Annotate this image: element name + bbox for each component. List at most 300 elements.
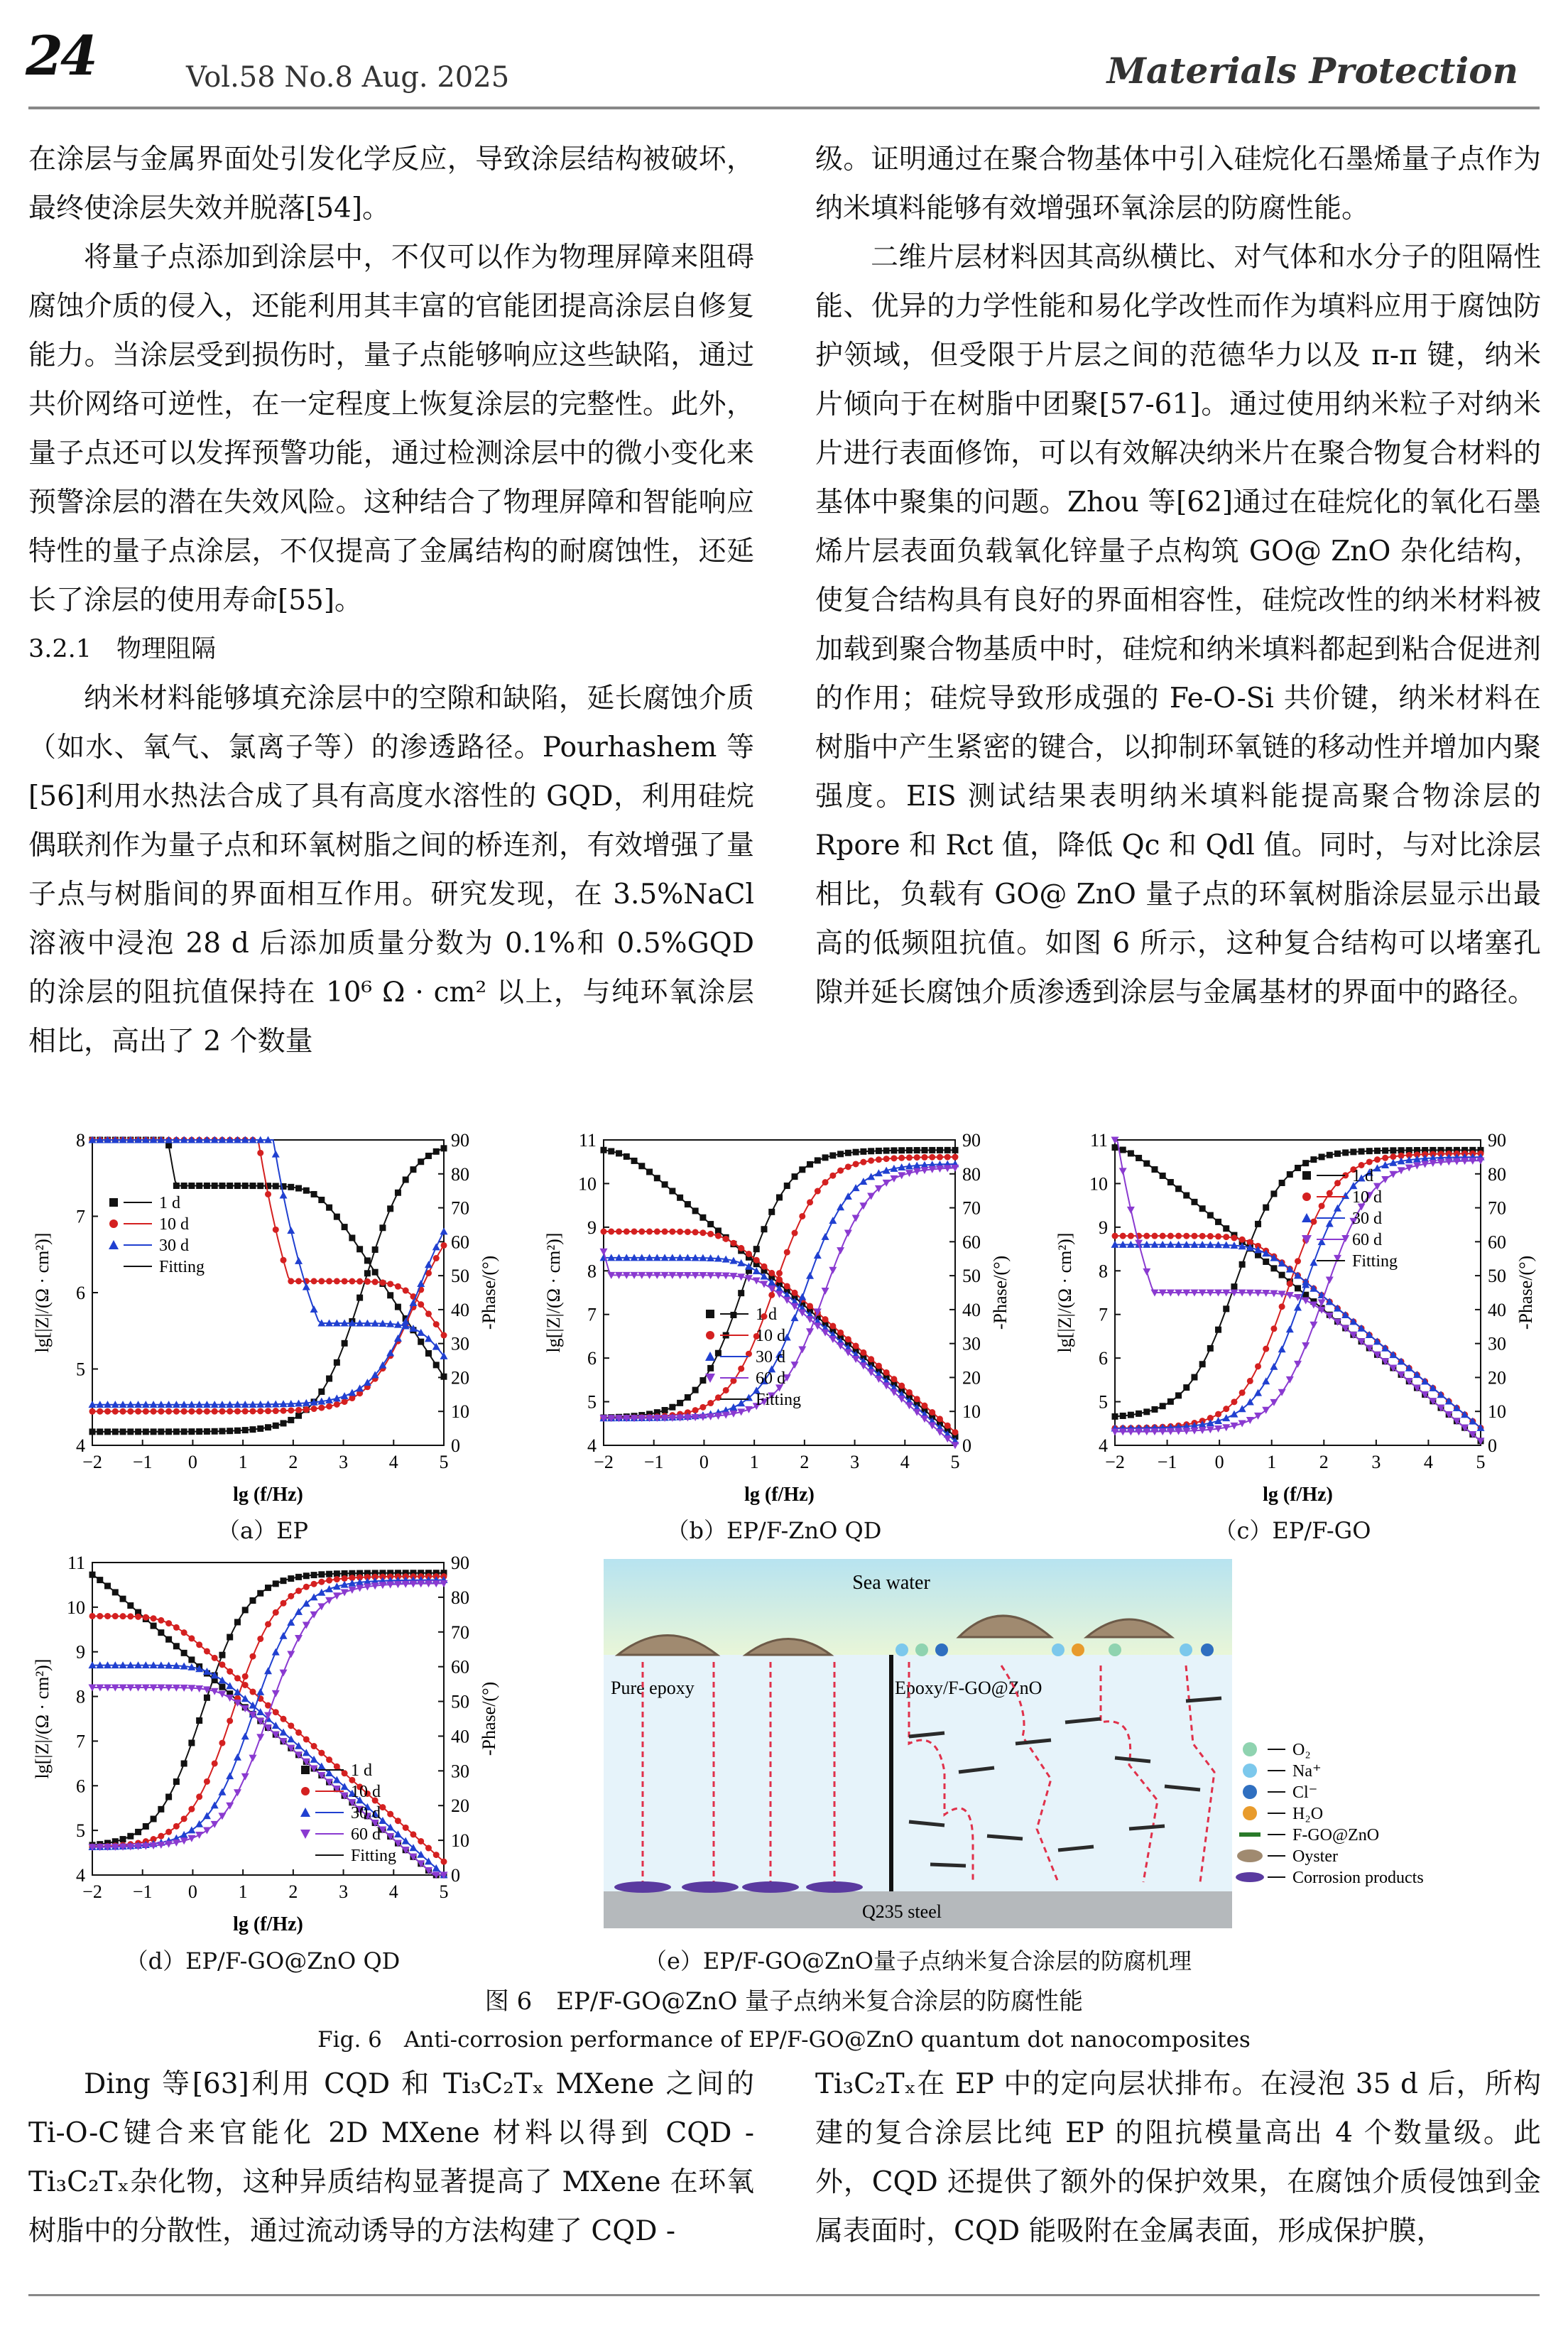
- legend-swatch-na: [1243, 1764, 1257, 1778]
- data-point-phase: [180, 1831, 188, 1838]
- y2-tick-label: 90: [451, 1553, 469, 1573]
- data-point-phase: [807, 1199, 813, 1205]
- data-point-phase: [737, 1399, 745, 1406]
- data-point-phase: [234, 1408, 241, 1415]
- data-point-modulus: [387, 1281, 393, 1287]
- x-tick-label: 1: [749, 1452, 759, 1472]
- data-point-phase: [815, 1188, 821, 1195]
- data-point-phase: [334, 1359, 340, 1366]
- data-point-modulus: [1151, 1233, 1158, 1239]
- data-point-modulus: [318, 1197, 325, 1203]
- data-point-phase: [112, 1428, 119, 1435]
- data-point-phase: [1239, 1261, 1246, 1268]
- data-point-modulus: [318, 1278, 325, 1284]
- data-point-phase: [776, 1270, 783, 1276]
- data-point-modulus: [1183, 1233, 1189, 1239]
- y-tick-label: 8: [1099, 1261, 1108, 1282]
- data-point-modulus: [746, 1251, 752, 1257]
- data-point-modulus: [418, 1301, 424, 1308]
- data-point-modulus: [249, 1689, 256, 1695]
- data-point-phase: [264, 1667, 272, 1674]
- data-point-modulus: [311, 1278, 317, 1284]
- data-point-modulus: [127, 1613, 134, 1619]
- data-point-phase: [1327, 1190, 1333, 1196]
- data-point-phase: [265, 1424, 271, 1430]
- legend-label: 10 d: [756, 1327, 785, 1345]
- data-point-phase: [837, 1168, 844, 1174]
- sea-water-label: Sea water: [852, 1572, 930, 1594]
- x-tick-label: 1: [238, 1881, 248, 1902]
- y-tick-label: 5: [587, 1391, 597, 1413]
- data-point-phase: [1263, 1346, 1269, 1352]
- data-point-phase: [104, 1408, 111, 1415]
- data-point-phase: [860, 1148, 866, 1155]
- data-point-phase: [692, 1387, 699, 1393]
- data-point-modulus: [638, 1229, 645, 1235]
- data-point-phase: [829, 1217, 837, 1224]
- data-point-phase: [891, 1147, 897, 1153]
- data-point-modulus: [1136, 1155, 1142, 1161]
- data-point-phase: [212, 1428, 218, 1435]
- data-point-phase: [1222, 1414, 1230, 1421]
- data-point-modulus: [768, 1270, 775, 1276]
- legend-swatch-h2o: [1243, 1806, 1257, 1820]
- data-point-phase: [204, 1408, 210, 1415]
- data-point-phase: [853, 1149, 859, 1156]
- y-tick-label: 6: [1099, 1348, 1108, 1369]
- x-tick-label: 0: [187, 1881, 197, 1902]
- data-point-phase: [914, 1147, 920, 1153]
- y-tick-label: 5: [76, 1820, 85, 1842]
- paragraph: 将量子点添加到涂层中，不仅可以作为物理屏障来阻碍腐蚀介质的侵入，还能利用其丰富的官能团提高涂层自修复能力。当涂层受到损伤时，量子点能够响应这些缺陷，通过共价网络可逆性，在一定程度上恢复涂层的完整性。此外，量子点还可以发挥预警功能，通过检测涂层中的微小变化来预警涂层的潜在失效风险。这种结合了物理屏障和智能响应特性的量子点涂层，不仅提高了金属结构的耐腐蚀性，还延长了涂层的使用寿命[55]。: [28, 241, 754, 616]
- y-tick-label: 6: [587, 1348, 597, 1369]
- figure-caption-cn: 图 6 EP/F-GO@ZnO 量子点纳米复合涂层的防腐性能: [484, 1987, 1084, 2016]
- data-point-phase: [440, 1227, 448, 1234]
- data-point-modulus: [89, 1572, 96, 1578]
- schematic-panel-e: [604, 1559, 1541, 1931]
- data-point-phase: [1294, 1361, 1302, 1368]
- y2-tick-label: 10: [962, 1401, 981, 1423]
- data-point-phase: [143, 1823, 149, 1830]
- data-point-modulus: [753, 1257, 760, 1264]
- header-rule: [28, 107, 1540, 109]
- x-tick-label: 5: [439, 1881, 449, 1902]
- data-point-modulus: [165, 1620, 172, 1626]
- data-point-phase: [1128, 1412, 1134, 1418]
- data-point-phase: [1223, 1406, 1229, 1412]
- y2-tick-label: 20: [1488, 1367, 1506, 1389]
- data-point-modulus: [403, 1288, 409, 1294]
- data-point-modulus: [334, 1764, 340, 1770]
- data-point-phase: [784, 1249, 790, 1256]
- legend-marker: [109, 1198, 118, 1207]
- y-tick-label: 10: [578, 1173, 597, 1195]
- data-point-phase: [403, 1177, 409, 1183]
- x-tick-label: 5: [950, 1452, 960, 1472]
- data-point-modulus: [288, 1278, 294, 1284]
- data-point-phase: [1167, 1398, 1174, 1405]
- data-point-phase: [1270, 1363, 1278, 1370]
- y2-tick-label: 50: [962, 1266, 981, 1287]
- data-point-phase: [288, 1417, 294, 1423]
- data-point-modulus: [1112, 1233, 1118, 1239]
- data-point-phase: [295, 1407, 302, 1413]
- data-point-modulus: [112, 1589, 119, 1595]
- legend-marker: [705, 1374, 715, 1383]
- data-point-modulus: [356, 1278, 363, 1285]
- data-point-modulus: [249, 1183, 256, 1189]
- data-point-modulus: [342, 1278, 348, 1284]
- data-point-phase: [281, 1420, 287, 1426]
- x-tick-label: −2: [594, 1452, 614, 1472]
- y-tick-label: 4: [76, 1435, 85, 1456]
- data-point-phase: [1398, 1167, 1405, 1174]
- y2-tick-label: 60: [1488, 1232, 1506, 1253]
- data-point-phase: [853, 1161, 859, 1167]
- data-point-phase: [303, 1584, 310, 1590]
- data-point-phase: [883, 1180, 891, 1187]
- legend-label: 1 d: [351, 1761, 372, 1780]
- data-point-phase: [318, 1405, 325, 1411]
- data-point-modulus: [883, 1369, 890, 1376]
- data-point-phase: [1255, 1363, 1261, 1369]
- data-point-phase: [218, 1788, 226, 1795]
- legend-marker: [300, 1808, 310, 1817]
- data-point-phase: [249, 1597, 256, 1604]
- data-point-modulus: [425, 1350, 432, 1357]
- data-point-modulus: [219, 1183, 225, 1189]
- data-point-phase: [822, 1154, 829, 1161]
- data-point-modulus: [219, 1684, 225, 1690]
- data-point-modulus: [1295, 1285, 1301, 1291]
- data-point-phase: [135, 1829, 141, 1835]
- chart-panel-c: [1037, 1126, 1548, 1526]
- data-point-phase: [303, 1572, 310, 1579]
- data-point-phase: [219, 1740, 225, 1746]
- data-point-phase: [317, 1589, 325, 1596]
- data-point-modulus: [646, 1169, 653, 1175]
- paragraph: Ti₃C₂Tₓ在 EP 中的定向层状排布。在浸泡 35 d 后，所构建的复合涂层比纯 EP 的阻抗模量高出 4 个数量级。此外，CQD 还提供了额外的保护效果，在腐蚀介质侵蚀到金属表面时，CQD 能吸附在金属表面，形成保护膜，: [815, 2068, 1541, 2247]
- legend-label: Fitting: [756, 1391, 802, 1409]
- data-point-phase: [158, 1806, 164, 1813]
- legend-marker: [300, 1830, 310, 1839]
- data-point-phase: [196, 1717, 202, 1724]
- data-point-phase: [852, 1215, 860, 1222]
- data-point-phase: [120, 1428, 126, 1435]
- data-point-phase: [281, 1577, 287, 1584]
- chart-panel-a: [14, 1126, 511, 1526]
- data-point-phase: [196, 1793, 202, 1800]
- data-point-phase: [127, 1408, 134, 1415]
- y-tick-label: 5: [1099, 1391, 1108, 1413]
- x-axis-label: lg (f/Hz): [233, 1913, 303, 1935]
- data-point-phase: [792, 1230, 798, 1237]
- data-point-phase: [165, 1428, 172, 1435]
- legend-marker: [301, 1766, 310, 1774]
- data-point-modulus: [326, 1205, 332, 1211]
- data-point-modulus: [165, 1636, 172, 1643]
- data-point-modulus: [287, 1227, 295, 1234]
- data-point-phase: [234, 1428, 241, 1434]
- data-point-modulus: [738, 1245, 744, 1251]
- legend-marker: [1302, 1171, 1311, 1180]
- data-point-phase: [227, 1428, 233, 1434]
- data-point-modulus: [944, 1423, 951, 1429]
- y2-tick-label: 10: [451, 1830, 469, 1852]
- data-point-modulus: [342, 1770, 348, 1776]
- data-point-phase: [127, 1833, 134, 1840]
- data-point-phase: [1310, 1219, 1317, 1225]
- data-point-modulus: [349, 1234, 355, 1241]
- data-point-modulus: [707, 1221, 714, 1227]
- data-point-phase: [241, 1773, 249, 1781]
- data-point-phase: [890, 1175, 898, 1183]
- y2-tick-label: 0: [1488, 1435, 1497, 1456]
- data-point-phase: [249, 1426, 256, 1433]
- fit-line-phase: [92, 1573, 444, 1845]
- data-point-modulus: [937, 1416, 943, 1422]
- chart-panel-d: [14, 1548, 511, 1956]
- data-point-modulus: [257, 1183, 263, 1189]
- data-point-phase: [906, 1154, 913, 1161]
- y-tick-label: 8: [76, 1130, 85, 1151]
- data-point-phase: [211, 1801, 219, 1808]
- data-point-phase: [342, 1340, 348, 1347]
- data-point-modulus: [669, 1229, 675, 1235]
- data-point-phase: [1191, 1374, 1197, 1381]
- data-point-phase: [898, 1147, 905, 1153]
- data-point-phase: [333, 1592, 341, 1599]
- x-tick-label: −2: [82, 1452, 102, 1472]
- schematic-legend: [1236, 1741, 1424, 1887]
- data-point-phase: [410, 1166, 416, 1173]
- data-point-phase: [807, 1161, 813, 1168]
- x-tick-label: 3: [850, 1452, 860, 1472]
- data-point-phase: [265, 1585, 271, 1591]
- y-tick-label: 7: [76, 1731, 85, 1752]
- data-point-modulus: [1151, 1166, 1158, 1173]
- data-point-modulus: [1270, 1265, 1277, 1271]
- data-point-modulus: [952, 1429, 959, 1435]
- data-point-modulus: [234, 1675, 241, 1681]
- y2-tick-label: 90: [962, 1130, 981, 1151]
- data-point-phase: [165, 1408, 172, 1415]
- data-point-phase: [753, 1246, 760, 1252]
- epoxy-fgo-label: Epoxy/F-GO@ZnO: [895, 1678, 1042, 1698]
- data-point-modulus: [387, 1811, 393, 1817]
- y2-tick-label: 30: [451, 1761, 469, 1782]
- data-point-phase: [844, 1230, 852, 1237]
- data-point-modulus: [188, 1183, 195, 1189]
- data-point-phase: [311, 1406, 317, 1412]
- data-point-phase: [738, 1290, 744, 1296]
- data-point-phase: [723, 1387, 729, 1393]
- data-point-phase: [784, 1183, 790, 1189]
- data-point-modulus: [692, 1229, 699, 1235]
- y-tick-label: 11: [1089, 1130, 1108, 1151]
- data-point-phase: [379, 1224, 386, 1231]
- data-point-modulus: [1223, 1225, 1229, 1232]
- data-point-phase: [281, 1408, 287, 1414]
- data-point-modulus: [387, 1292, 393, 1298]
- y2-tick-label: 40: [451, 1299, 469, 1320]
- panel-d-caption: （d）EP/F-GO@ZnO QD: [125, 1947, 401, 1974]
- section-heading: 3.2.1 物理阻隔: [28, 635, 217, 663]
- y-tick-label: 7: [76, 1206, 85, 1227]
- y-tick-label: 8: [587, 1261, 597, 1282]
- data-point-modulus: [425, 1845, 432, 1852]
- data-point-modulus: [1160, 1173, 1166, 1179]
- data-point-modulus: [638, 1163, 645, 1169]
- y2-tick-label: 0: [451, 1435, 460, 1456]
- data-point-phase: [952, 1154, 959, 1161]
- data-point-phase: [318, 1571, 325, 1577]
- data-point-modulus: [265, 1191, 271, 1197]
- figure-caption-en: Fig. 6 Anti-corrosion performance of EP/F-GO@ZnO quantum dot nanocomposites: [317, 2027, 1251, 2053]
- y2-tick-label: 50: [451, 1266, 469, 1287]
- data-point-modulus: [218, 1676, 226, 1683]
- data-point-phase: [1390, 1153, 1396, 1160]
- y2-tick-label: 50: [451, 1691, 469, 1712]
- data-point-phase: [104, 1428, 111, 1435]
- series-30d: [89, 1136, 448, 1408]
- data-point-phase: [181, 1815, 187, 1822]
- data-point-modulus: [204, 1183, 210, 1189]
- data-point-modulus: [196, 1183, 202, 1189]
- data-point-modulus: [1143, 1268, 1150, 1276]
- data-point-phase: [256, 1734, 264, 1741]
- data-point-modulus: [273, 1227, 279, 1233]
- data-point-modulus: [242, 1183, 249, 1189]
- data-point-phase: [280, 1670, 288, 1677]
- data-point-phase: [287, 1651, 295, 1658]
- legend-label: H₂O: [1292, 1805, 1324, 1823]
- y2-tick-label: 40: [962, 1299, 981, 1320]
- legend-label: Cl⁻: [1292, 1783, 1318, 1802]
- data-point-phase: [1230, 1411, 1238, 1418]
- data-point-phase: [1136, 1411, 1142, 1417]
- data-point-modulus: [685, 1229, 691, 1235]
- data-point-phase: [219, 1408, 225, 1415]
- data-point-modulus: [601, 1147, 607, 1153]
- data-point-modulus: [173, 1643, 180, 1649]
- legend-label: 30 d: [159, 1237, 189, 1255]
- y2-tick-label: 90: [1488, 1130, 1506, 1151]
- data-point-modulus: [1128, 1150, 1134, 1156]
- legend-label: 60 d: [756, 1369, 785, 1388]
- data-point-phase: [677, 1400, 683, 1406]
- data-point-phase: [135, 1428, 141, 1435]
- data-point-modulus: [410, 1831, 416, 1837]
- data-point-phase: [181, 1761, 187, 1767]
- data-point-modulus: [364, 1257, 371, 1264]
- data-point-modulus: [822, 1316, 829, 1322]
- data-point-modulus: [379, 1279, 386, 1286]
- y2-tick-label: 60: [451, 1232, 469, 1253]
- data-point-modulus: [868, 1356, 874, 1362]
- data-point-phase: [1295, 1258, 1301, 1264]
- data-point-phase: [188, 1428, 195, 1435]
- data-point-modulus: [1183, 1192, 1189, 1199]
- data-point-modulus: [303, 1188, 310, 1194]
- data-point-modulus: [273, 1183, 279, 1189]
- data-point-modulus: [433, 1362, 440, 1368]
- data-point-phase: [937, 1147, 943, 1153]
- data-point-modulus: [295, 1257, 303, 1264]
- data-point-phase: [768, 1209, 775, 1215]
- data-point-modulus: [1175, 1185, 1182, 1192]
- data-point-phase: [326, 1403, 332, 1410]
- data-point-modulus: [303, 1736, 310, 1742]
- data-point-modulus: [97, 1577, 103, 1583]
- paragraph: Ding 等[63]利用 CQD 和 Ti₃C₂Tₓ MXene 之间的 Ti-O-C键合来官能化 2D MXene 材料以得到 CQD - Ti₃C₂Tₓ杂化物，这种异质结构显著提高了 MXene 在环氧树脂中的分散性，通过流动诱导的方法构建了 CQD -: [28, 2068, 754, 2247]
- data-point-modulus: [891, 1376, 897, 1382]
- data-point-phase: [89, 1408, 96, 1415]
- data-point-modulus: [372, 1269, 379, 1276]
- legend-label: Fitting: [1352, 1252, 1398, 1271]
- data-point-phase: [219, 1652, 225, 1658]
- legend-label: 30 d: [351, 1804, 381, 1822]
- x-tick-label: 0: [699, 1452, 709, 1472]
- data-point-modulus: [1215, 1233, 1221, 1239]
- data-point-modulus: [273, 1709, 279, 1715]
- y2-tick-label: 70: [451, 1197, 469, 1219]
- data-point-modulus: [242, 1682, 249, 1688]
- data-point-modulus: [295, 1278, 302, 1284]
- y-axis-label: lg[|Z|/(Ω · cm²)]: [543, 1232, 564, 1353]
- data-point-modulus: [334, 1278, 340, 1284]
- data-point-phase: [127, 1428, 134, 1435]
- data-point-modulus: [127, 1602, 134, 1609]
- data-point-phase: [342, 1398, 348, 1405]
- y-tick-label: 4: [76, 1865, 85, 1886]
- y-tick-label: 11: [67, 1553, 85, 1573]
- data-point-modulus: [342, 1224, 348, 1230]
- data-point-modulus: [318, 1750, 325, 1756]
- legend-label: 30 d: [1352, 1210, 1382, 1228]
- data-point-modulus: [188, 1656, 195, 1663]
- data-point-modulus: [914, 1396, 920, 1402]
- data-point-phase: [212, 1760, 218, 1766]
- y-tick-label: 4: [1099, 1435, 1108, 1456]
- y2-axis-label: -Phase/(°): [1515, 1255, 1536, 1330]
- data-point-modulus: [1175, 1233, 1182, 1239]
- data-point-modulus: [158, 1629, 164, 1636]
- legend-marker: [1302, 1192, 1311, 1201]
- y2-tick-label: 30: [1488, 1333, 1506, 1354]
- data-point-modulus: [311, 1191, 317, 1197]
- legend-label: F-GO@ZnO: [1292, 1826, 1380, 1844]
- data-point-phase: [1341, 1235, 1349, 1242]
- data-point-phase: [97, 1428, 103, 1435]
- data-point-phase: [318, 1389, 325, 1395]
- data-point-phase: [906, 1147, 913, 1153]
- data-point-modulus: [898, 1383, 905, 1389]
- data-point-phase: [418, 1158, 424, 1165]
- data-point-modulus: [104, 1582, 111, 1589]
- data-point-modulus: [1120, 1233, 1126, 1239]
- data-point-modulus: [143, 1614, 149, 1621]
- legend-label: Oyster: [1292, 1847, 1338, 1866]
- data-point-modulus: [601, 1229, 607, 1235]
- data-point-phase: [1366, 1158, 1373, 1165]
- data-point-phase: [181, 1408, 187, 1415]
- data-point-modulus: [600, 1249, 608, 1256]
- y2-axis-label: -Phase/(°): [990, 1255, 1011, 1330]
- data-point-phase: [921, 1147, 927, 1153]
- data-point-modulus: [707, 1231, 714, 1237]
- data-point-phase: [738, 1366, 744, 1372]
